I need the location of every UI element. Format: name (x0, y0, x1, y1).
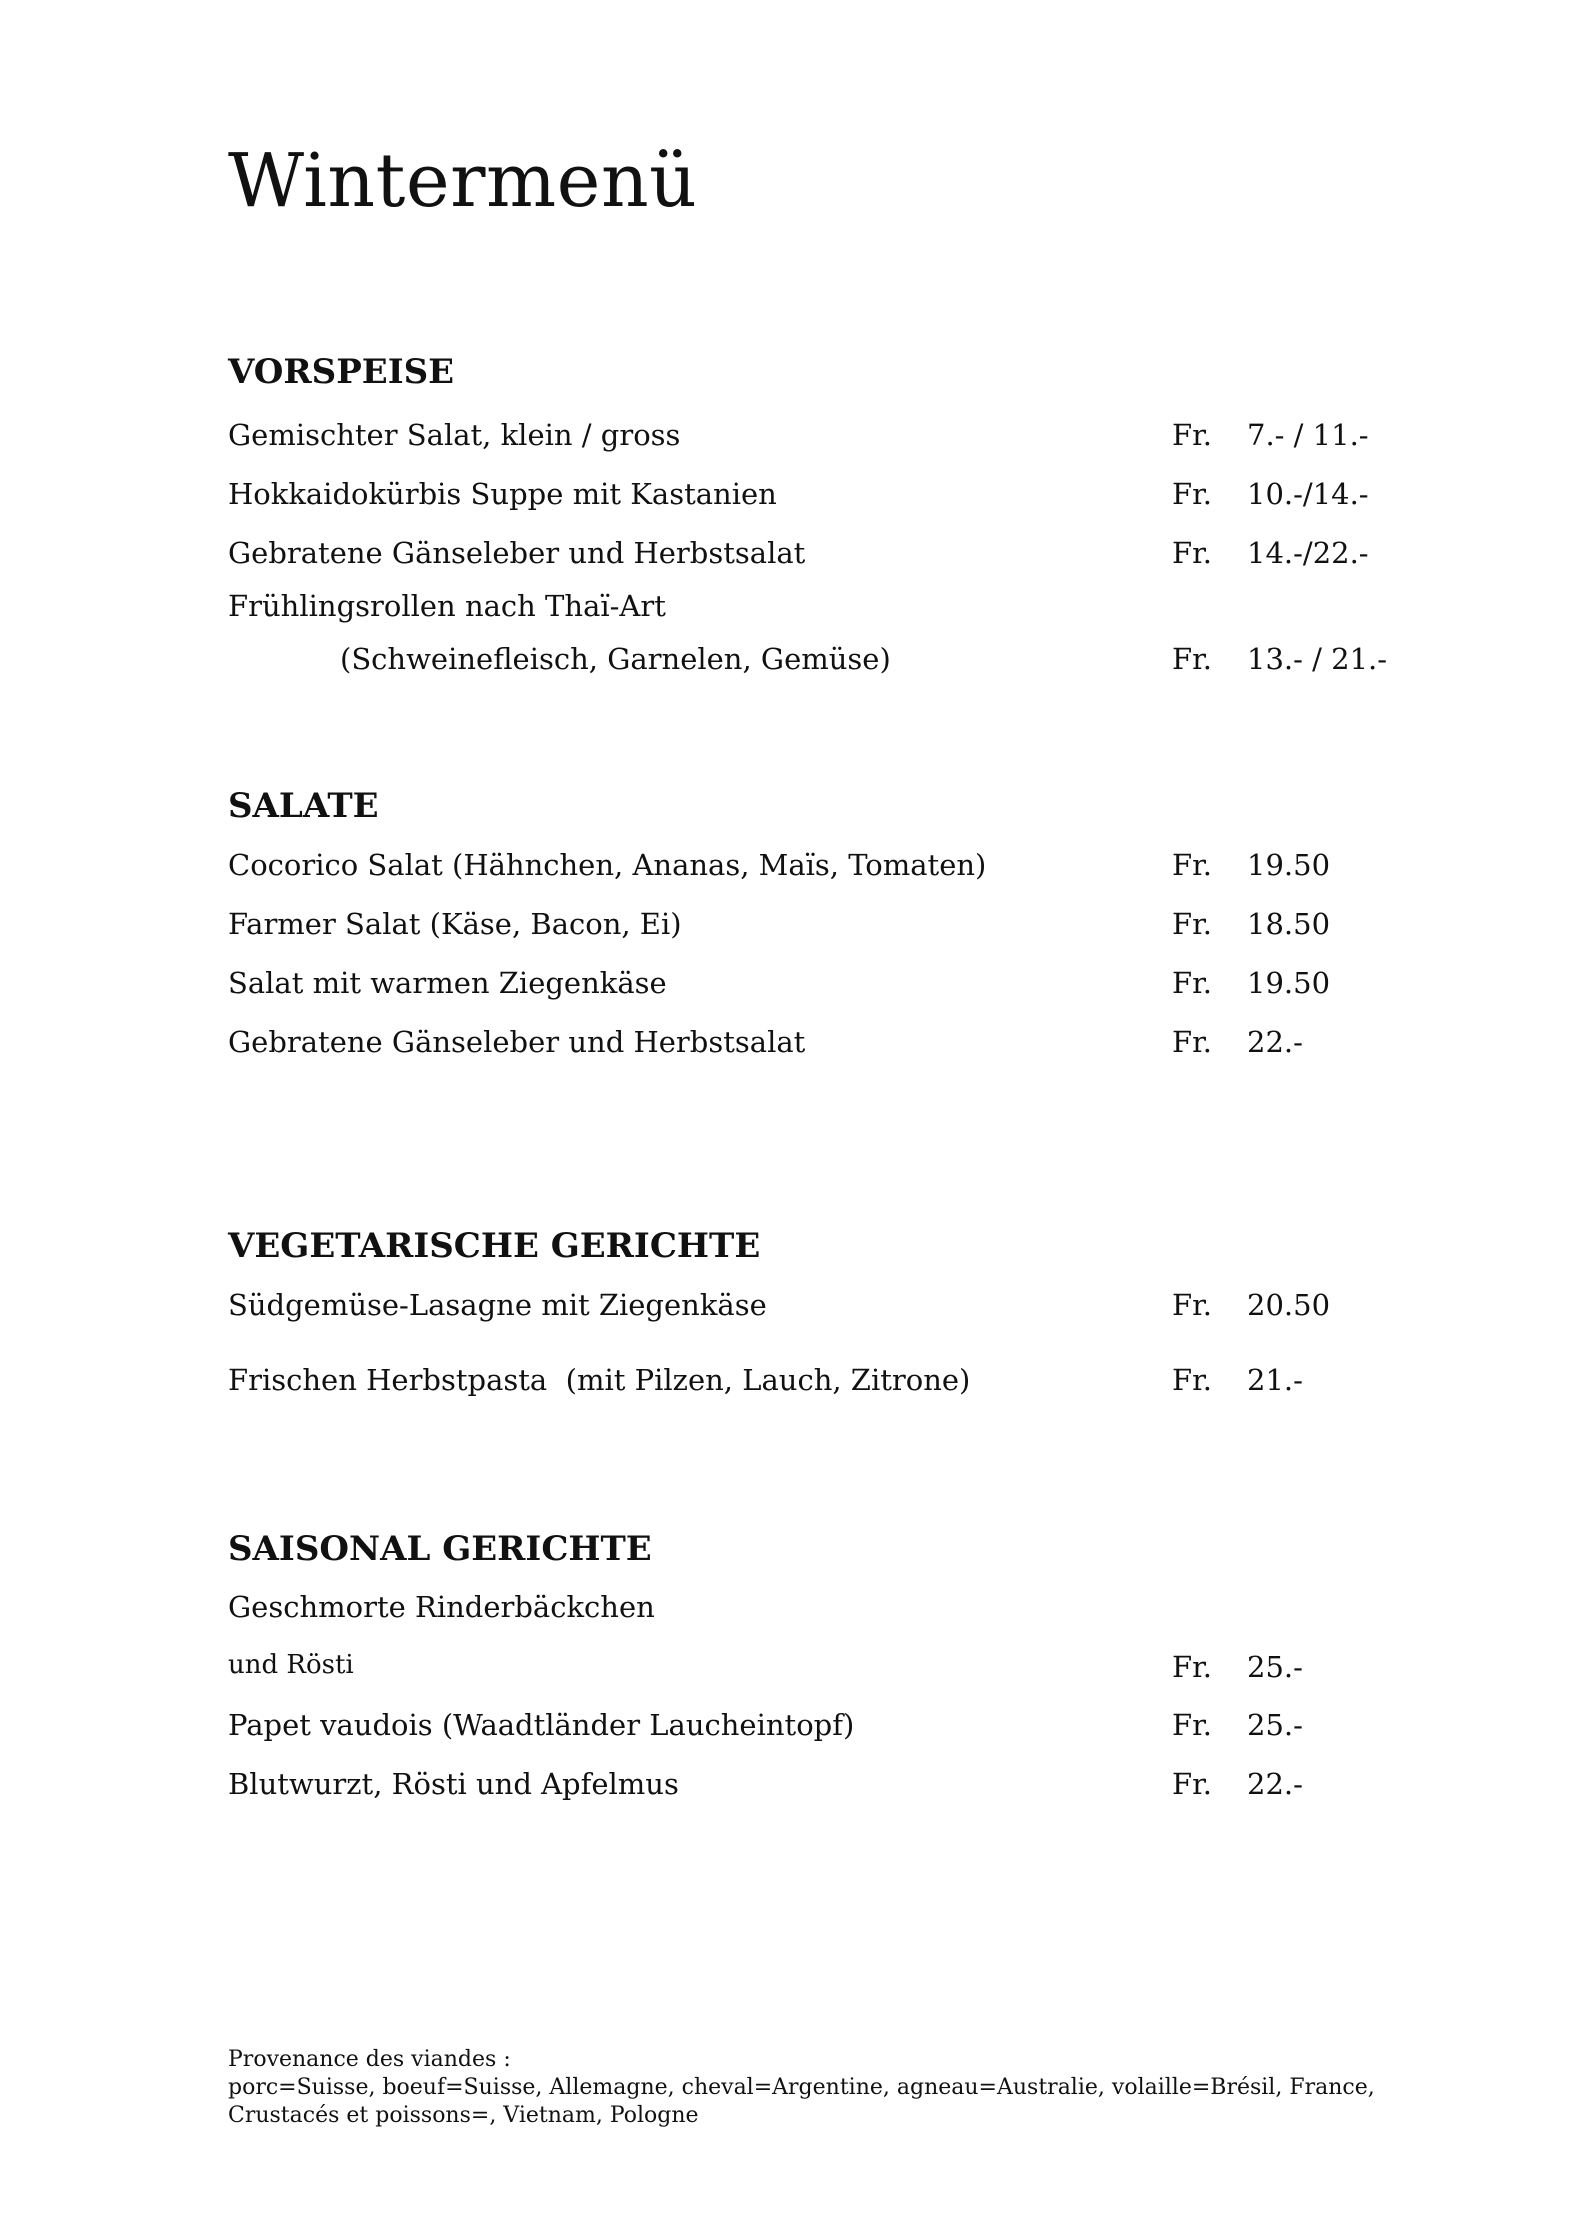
item-name: Gebratene Gänseleber und Herbstsalat (228, 536, 806, 570)
section-heading: VEGETARISCHE GERICHTE (228, 1226, 761, 1266)
item-currency: Fr. (1172, 1363, 1213, 1397)
item-price: 22.- (1247, 1767, 1303, 1801)
item-currency: Fr. (1172, 1025, 1213, 1059)
menu-item (228, 536, 1428, 576)
item-name: und Rösti (228, 1650, 354, 1680)
menu-item (228, 1590, 1428, 1630)
footnote-line: Crustacés et poissons=, Vietnam, Pologne (228, 2103, 699, 2128)
menu-item (228, 848, 1428, 888)
menu-item (228, 1650, 1428, 1690)
meat-origin-footnote (228, 2046, 1375, 2130)
item-price: 14.-/22.- (1247, 536, 1369, 570)
page-title: Wintermenü (228, 138, 698, 224)
menu-item (228, 642, 1428, 682)
item-currency: Fr. (1172, 642, 1213, 676)
footnote-line: Provenance des viandes : (228, 2047, 511, 2072)
item-currency: Fr. (1172, 966, 1213, 1000)
item-name: (Schweinefleisch, Garnelen, Gemüse) (340, 642, 891, 676)
item-currency: Fr. (1172, 1650, 1213, 1684)
item-price: 18.50 (1247, 907, 1331, 941)
item-name: Gemischter Salat, klein / gross (228, 418, 681, 452)
item-name: Gebratene Gänseleber und Herbstsalat (228, 1025, 806, 1059)
item-currency: Fr. (1172, 536, 1213, 570)
item-currency: Fr. (1172, 1288, 1213, 1322)
item-name: Hokkaidokürbis Suppe mit Kastanien (228, 477, 777, 511)
menu-item (228, 1363, 1428, 1403)
item-currency: Fr. (1172, 848, 1213, 882)
item-currency: Fr. (1172, 418, 1213, 452)
item-price: 13.- / 21.- (1247, 642, 1388, 676)
item-currency: Fr. (1172, 1767, 1213, 1801)
item-name: Frischen Herbstpasta (mit Pilzen, Lauch, Zitrone) (228, 1363, 971, 1397)
section-heading: SAISONAL GERICHTE (228, 1529, 652, 1569)
item-price: 21.- (1247, 1363, 1303, 1397)
menu-item (228, 966, 1428, 1006)
item-name: Salat mit warmen Ziegenkäse (228, 966, 667, 1000)
menu-item (228, 418, 1428, 458)
item-price: 7.- / 11.- (1247, 418, 1369, 452)
item-currency: Fr. (1172, 477, 1213, 511)
item-name: Farmer Salat (Käse, Bacon, Ei) (228, 907, 682, 941)
menu-item (228, 477, 1428, 517)
menu-item (228, 1767, 1428, 1807)
menu-item (228, 1708, 1428, 1748)
item-name: Frühlingsrollen nach Thaï-Art (228, 589, 666, 623)
menu-item (228, 589, 1428, 629)
section-heading: VORSPEISE (228, 352, 455, 392)
item-price: 19.50 (1247, 848, 1331, 882)
item-price: 22.- (1247, 1025, 1303, 1059)
menu-item (228, 1025, 1428, 1065)
section-heading: SALATE (228, 786, 379, 826)
item-price: 10.-/14.- (1247, 477, 1369, 511)
item-price: 19.50 (1247, 966, 1331, 1000)
item-price: 25.- (1247, 1708, 1303, 1742)
menu-item (228, 1288, 1428, 1328)
item-price: 20.50 (1247, 1288, 1331, 1322)
menu-item (228, 907, 1428, 947)
item-name: Geschmorte Rinderbäckchen (228, 1590, 655, 1624)
item-name: Südgemüse-Lasagne mit Ziegenkäse (228, 1288, 767, 1322)
item-name: Cocorico Salat (Hähnchen, Ananas, Maïs, Tomaten) (228, 848, 987, 882)
footnote-line: porc=Suisse, boeuf=Suisse, Allemagne, cheval=Argentine, agneau=Australie, volaille=Brésil, France, (228, 2075, 1375, 2100)
item-currency: Fr. (1172, 1708, 1213, 1742)
item-currency: Fr. (1172, 907, 1213, 941)
item-price: 25.- (1247, 1650, 1303, 1684)
item-name: Papet vaudois (Waadtländer Laucheintopf) (228, 1708, 855, 1742)
item-name: Blutwurzt, Rösti und Apfelmus (228, 1767, 679, 1801)
